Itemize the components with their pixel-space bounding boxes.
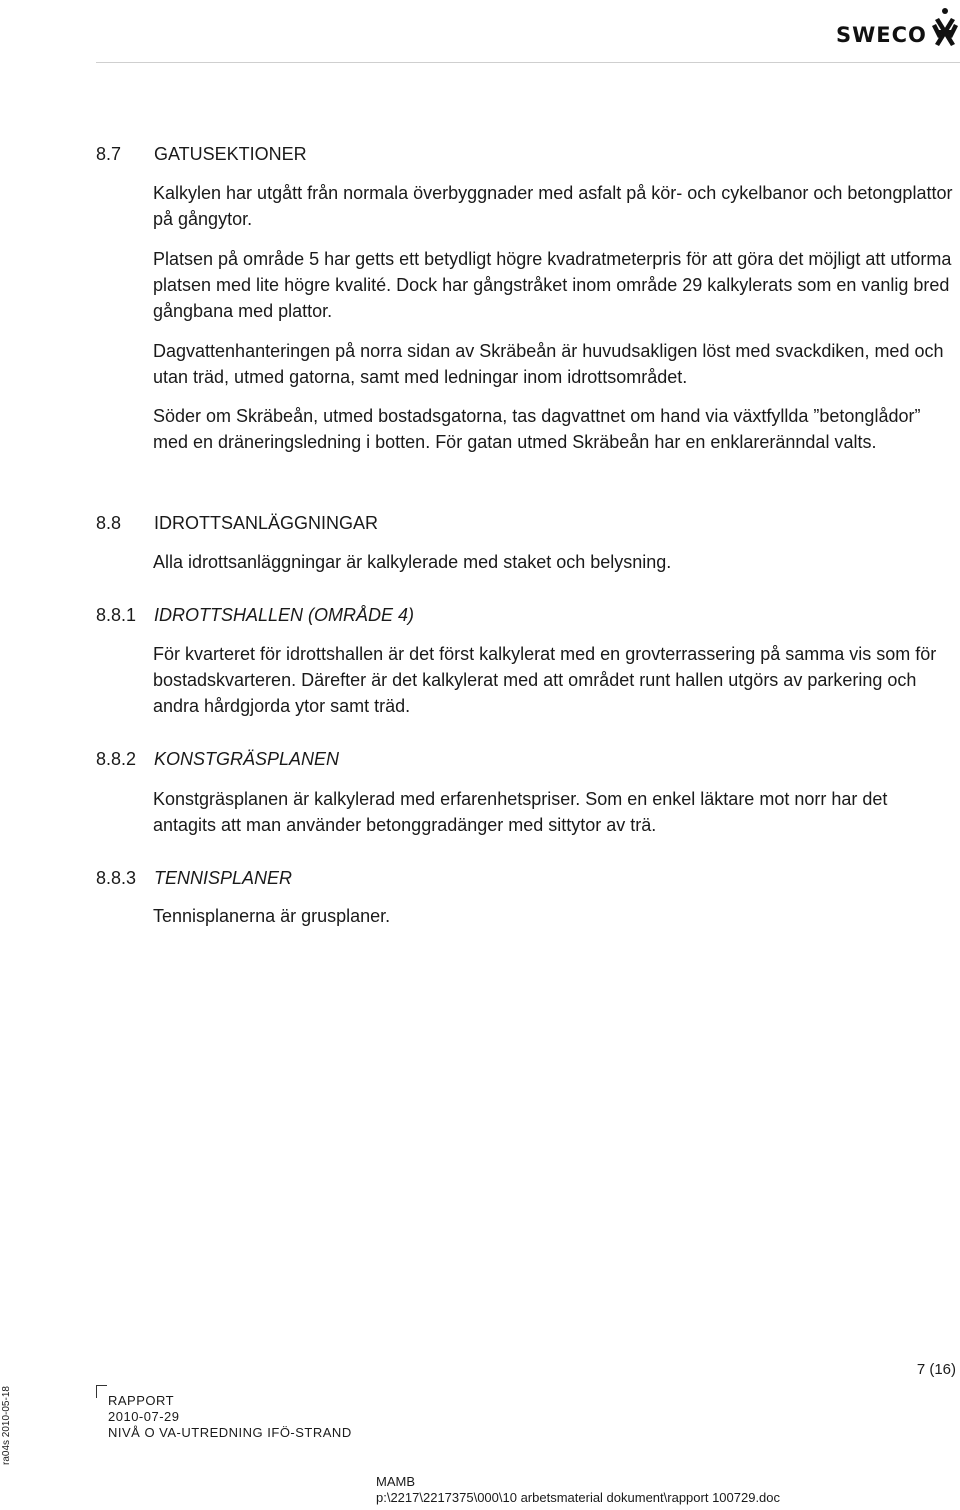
- paragraph: Tennisplanerna är grusplaner.: [153, 906, 391, 926]
- sweco-logo: [836, 6, 960, 50]
- project-name: NIVÅ O VA-UTREDNING IFÖ-STRAND: [108, 1425, 352, 1440]
- template-code: ra04s 2010-05-18: [1, 1386, 12, 1465]
- document-date: 2010-07-29: [108, 1409, 180, 1424]
- section-number: 8.8.2: [96, 749, 137, 769]
- section-title: TENNISPLANER: [154, 868, 293, 888]
- section-title: KONSTGRÄSPLANEN: [154, 749, 340, 769]
- document-type: RAPPORT: [108, 1393, 175, 1408]
- header-rule: [96, 62, 960, 63]
- section-number: 8.8: [96, 513, 122, 533]
- paragraph: Söder om Skräbeån, utmed bostadsgatorna, tas dagvattnet om hand via växtfyllda ”betonglådor” med en dräneringsledning i botten. För gatan utmed Skräbeån har en enklareränndal valts.: [153, 406, 921, 452]
- paragraph: För kvarteret för idrottshallen är det först kalkylerat med en grovterrassering på samma vis som för bostadskvarteren. Därefter är det kalkylerat med att området runt hallen utgörs av parkering och andra hårdgjorda ytor samt träd.: [153, 644, 937, 716]
- footer-meta: [108, 1393, 352, 1441]
- section-number: 8.7: [96, 144, 122, 164]
- paragraph: Alla idrottsanläggningar är kalkylerade med staket och belysning.: [153, 552, 672, 572]
- paragraph: Platsen på område 5 har getts ett betydligt högre kvadratmeterpris för att göra det möjligt att utforma platsen med lite högre kvalité. Dock har gångstråket inom område 29 kalkylerats som en vanlig bred gångbana med plattor.: [153, 249, 952, 321]
- sweco-star-icon: [930, 6, 960, 48]
- section-number: 8.8.1: [96, 605, 137, 625]
- page-number: 7 (16): [916, 1361, 956, 1378]
- file-path: p:\2217\2217375\000\10 arbetsmaterial dokument\rapport 100729.doc: [376, 1490, 781, 1505]
- section-number: 8.8.3: [96, 868, 137, 888]
- footer-bracket: [96, 1385, 107, 1398]
- section-title: IDROTTSANLÄGGNINGAR: [154, 513, 379, 533]
- paragraph: Konstgräsplanen är kalkylerad med erfarenhetspriser. Som en enkel läktare mot norr har det antagits att man använder betonggradänger med sittytor av trä.: [153, 789, 888, 835]
- author-initials: MAMB: [376, 1474, 415, 1489]
- section-title: GATUSEKTIONER: [154, 144, 307, 164]
- paragraph: Kalkylen har utgått från normala överbyggnader med asfalt på kör- och cykelbanor och betongplattor på gångytor.: [153, 183, 953, 229]
- footer-file-info: [376, 1474, 780, 1506]
- logo-wordmark: SWECO: [836, 23, 927, 47]
- section-title: IDROTTSHALLEN (OMRÅDE 4): [154, 605, 415, 625]
- paragraph: Dagvattenhanteringen på norra sidan av Skräbeån är huvudsakligen löst med svackdiken, med och utan träd, utmed gatorna, samt med ledningar inom idrottsområdet.: [153, 341, 944, 387]
